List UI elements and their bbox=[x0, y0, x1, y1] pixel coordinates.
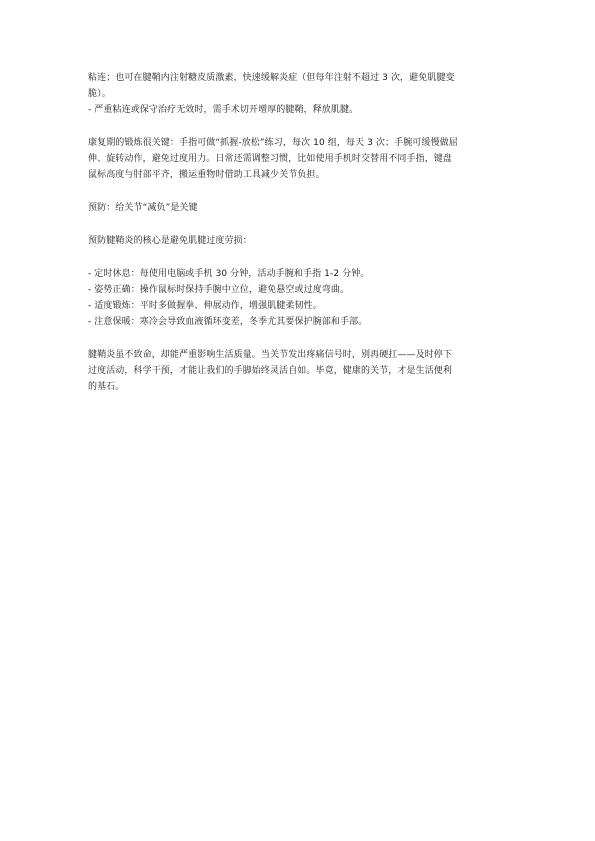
list-item: - 注意保暖：寒冷会导致血液循环变差，冬季尤其要保护腕部和手部。 bbox=[88, 317, 368, 327]
text-line: - 严重粘连或保守治疗无效时，需手术切开增厚的腱鞘，释放肌腱。 bbox=[88, 105, 359, 115]
text-line: 过度活动，科学干预，才能让我们的手脚始终灵活自如。毕竟，健康的关节，才是生活便利 bbox=[88, 366, 453, 376]
conclusion-paragraph bbox=[88, 347, 508, 395]
text-line: 腱鞘炎虽不致命，却能严重影响生活质量。当关节发出疼痛信号时，别再硬扛——及时停下 bbox=[88, 350, 453, 360]
text-line: 康复期的锻炼很关键：手指可做“抓握-放松”练习，每次 10 组，每天 3 次；手腕可缓慢做屈 bbox=[88, 138, 458, 148]
prevention-heading: 预防：给关节“减负”是关键 bbox=[88, 203, 198, 213]
prevention-intro: 预防腱鞘炎的核心是避免肌腱过度劳损： bbox=[88, 236, 252, 246]
treatment-paragraph bbox=[88, 70, 508, 118]
document-body bbox=[88, 70, 508, 412]
list-item: - 姿势正确：操作鼠标时保持手腕中立位，避免悬空或过度弯曲。 bbox=[88, 285, 350, 295]
list-item: - 定时休息：每使用电脑或手机 30 分钟，活动手腕和手指 1-2 分钟。 bbox=[88, 269, 370, 279]
text-line: 的基石。 bbox=[88, 382, 125, 392]
list-item: - 适度锻炼：平时多做握拳、伸展动作，增强肌腱柔韧性。 bbox=[88, 301, 322, 311]
text-line: 鼠标高度与肘部平齐，搬运重物时借助工具减少关节负担。 bbox=[88, 170, 325, 180]
prevention-list bbox=[88, 266, 508, 330]
text-line: 伸、旋转动作，避免过度用力。日常还需调整习惯，比如使用手机时交替用不同手指，键盘 bbox=[88, 154, 453, 164]
rehab-paragraph bbox=[88, 135, 508, 183]
text-line: 粘连；也可在腱鞘内注射糖皮质激素，快速缓解炎症（但每年注射不超过 3 次，避免肌腱变 bbox=[88, 73, 455, 83]
text-line: 脆）。 bbox=[88, 89, 111, 99]
